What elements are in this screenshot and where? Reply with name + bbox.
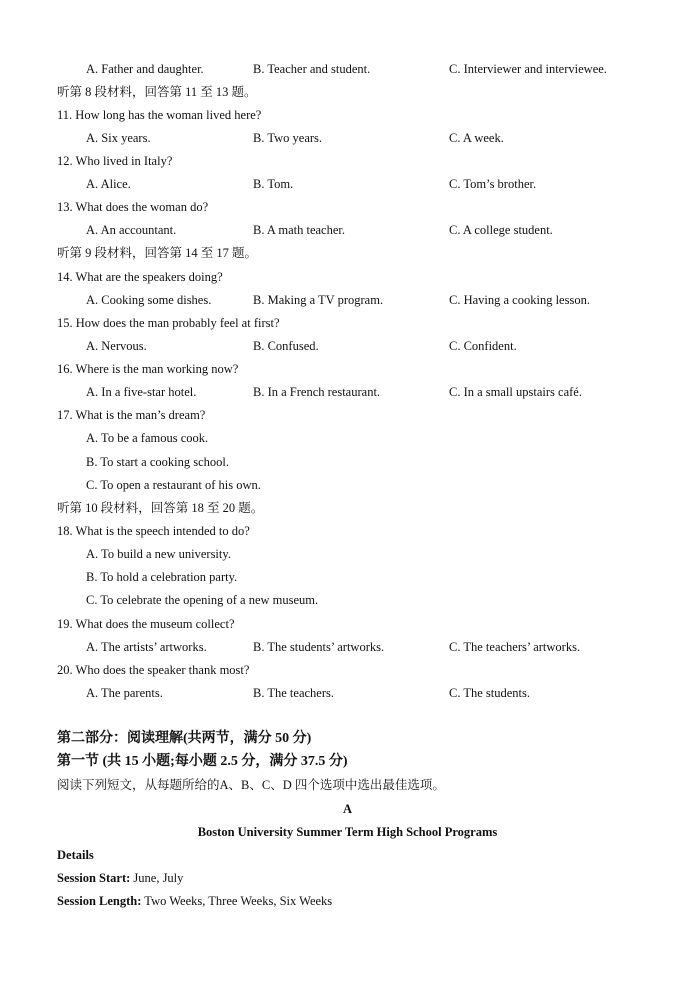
- option-c: C. Interviewer and interviewee.: [449, 62, 607, 76]
- question: 14. What are the speakers doing?: [57, 270, 223, 284]
- option-c: C. Having a cooking lesson.: [449, 293, 590, 307]
- question: 18. What is the speech intended to do?: [57, 524, 250, 538]
- session-start: [57, 870, 183, 886]
- session-start-value: June, July: [130, 871, 184, 885]
- option-c: C. To celebrate the opening of a new museum.: [86, 593, 319, 607]
- option-b: B. In a French restaurant.: [253, 385, 381, 399]
- option-b: B. Teacher and student.: [253, 62, 371, 76]
- option-b: B. The students’ artworks.: [253, 640, 385, 654]
- question: 16. Where is the man working now?: [57, 362, 239, 376]
- option-a: A. To build a new university.: [86, 547, 231, 561]
- option-b: B. Tom.: [253, 177, 294, 191]
- question: 19. What does the museum collect?: [57, 617, 235, 631]
- option-c: C. A college student.: [449, 223, 553, 237]
- option-c: C. The teachers’ artworks.: [449, 640, 581, 654]
- option-c: C. Confident.: [449, 339, 517, 353]
- option-c: C. Tom’s brother.: [449, 177, 537, 191]
- option-a: A. The artists’ artworks.: [86, 640, 207, 654]
- section-instruction: 听第 9 段材料，回答第 14 至 17 题。: [57, 246, 258, 260]
- session-length-value: Two Weeks, Three Weeks, Six Weeks: [141, 894, 333, 908]
- option-a: A. To be a famous cook.: [86, 431, 209, 445]
- option-a: A. Cooking some dishes.: [86, 293, 212, 307]
- question: 20. Who does the speaker thank most?: [57, 663, 250, 677]
- question: 11. How long has the woman lived here?: [57, 108, 262, 122]
- option-c: C. The students.: [449, 686, 531, 700]
- session-length-label: Session Length:: [57, 894, 142, 908]
- question: 15. How does the man probably feel at first?: [57, 316, 280, 330]
- passage-title: Boston University Summer Term High School Programs: [197, 825, 498, 839]
- session-start-label: Session Start:: [57, 871, 131, 885]
- question: 13. What does the woman do?: [57, 200, 209, 214]
- option-a: A. The parents.: [86, 686, 163, 700]
- section-instruction: 听第 10 段材料，回答第 18 至 20 题。: [57, 501, 264, 515]
- section-heading: 第一节 (共 15 小题;每小题 2.5 分，满分 37.5 分): [57, 754, 348, 769]
- details-heading: Details: [57, 848, 94, 862]
- option-a: A. In a five-star hotel.: [86, 385, 197, 399]
- option-a: A. Father and daughter.: [86, 62, 204, 76]
- option-b: B. To hold a celebration party.: [86, 570, 238, 584]
- option-b: B. Making a TV program.: [253, 293, 384, 307]
- option-a: A. Alice.: [86, 177, 131, 191]
- option-c: C. A week.: [449, 131, 504, 145]
- option-a: A. Nervous.: [86, 339, 147, 353]
- option-b: B. To start a cooking school.: [86, 455, 229, 469]
- passage-letter: A: [342, 802, 353, 816]
- option-c: C. In a small upstairs café.: [449, 385, 582, 399]
- option-b: B. A math teacher.: [253, 223, 345, 237]
- option-b: B. Confused.: [253, 339, 319, 353]
- question: 17. What is the man’s dream?: [57, 408, 206, 422]
- option-b: B. Two years.: [253, 131, 323, 145]
- option-a: A. Six years.: [86, 131, 151, 145]
- session-length: [57, 893, 332, 909]
- section-instruction: 听第 8 段材料，回答第 11 至 13 题。: [57, 85, 257, 99]
- option-c: C. To open a restaurant of his own.: [86, 478, 261, 492]
- option-b: B. The teachers.: [253, 686, 334, 700]
- reading-instruction: 阅读下列短文，从每题所给的A、B、C、D 四个选项中选出最佳选项。: [57, 778, 445, 792]
- question: 12. Who lived in Italy?: [57, 154, 173, 168]
- option-a: A. An accountant.: [86, 223, 177, 237]
- part-heading: 第二部分：阅读理解(共两节，满分 50 分): [57, 731, 312, 746]
